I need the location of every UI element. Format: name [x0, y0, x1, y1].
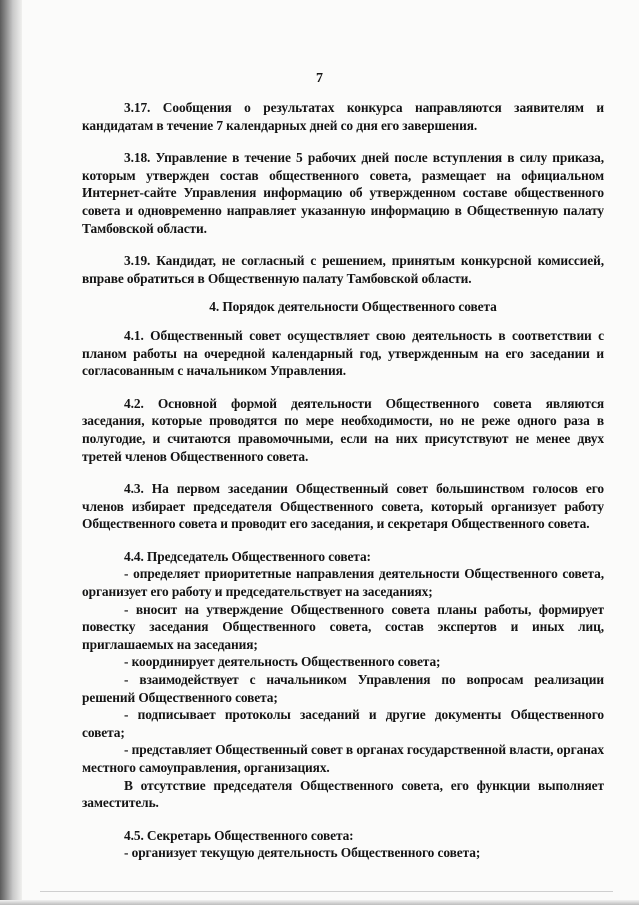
paragraph-3-17: 3.17. Сообщения о результатах конкурса направляются заявителям и кандидатам в течение 7 календарных дней со дня его завершения.	[82, 100, 604, 133]
list-item-4-4-4: - взаимодействует с начальником Управления по вопросам реализации решений Общественного совета;	[82, 672, 604, 705]
paragraph-4-4-title: 4.4. Председатель Общественного совета:	[124, 548, 371, 564]
paragraph-4-1: 4.1. Общественный совет осуществляет свою деятельность в соответствии с планом работы на очередной календарный год, утвержденным на его заседании и согласованным с начальником Управления.	[82, 327, 604, 379]
list-item-4-4-2: - вносит на утверждение Общественного совета планы работы, формирует повестку заседания Общественного совета, состав экспертов и иных лиц, приглашаемых на заседания;	[82, 601, 604, 652]
scan-shadow-left	[0, 0, 22, 905]
document-body	[82, 99, 604, 862]
paragraph-3-19: 3.19. Кандидат, не согласный с решением, принятым конкурсной комиссией, вправе обратиться в Общественную палату Тамбовской области.	[82, 253, 604, 286]
paragraph-4-5-title: 4.5. Секретарь Общественного совета:	[124, 827, 354, 843]
paragraph-4-3: 4.3. На первом заседании Общественный совет большинством голосов его членов избирает председателя Общественного совета, который организует работу Общественного совета и проводит его заседания, и секретаря Общественного совета.	[82, 481, 604, 532]
section-4-heading: 4. Порядок деятельности Общественного совета	[209, 299, 497, 315]
list-item-4-5-1: - организует текущую деятельность Общественного совета;	[124, 845, 481, 861]
scan-shadow-bottom	[0, 900, 639, 905]
list-item-4-4-deputy: В отсутствие председателя Общественного совета, его функции выполняет заместитель.	[82, 777, 604, 811]
paragraph-4-2: 4.2. Основной формой деятельности Общественного совета являются заседания, которые проводятся по мере необходимости, но не реже одного раза в полугодие, и считаются правомочными, если на них присутствуют не менее двух третей членов Общественного совета.	[82, 395, 604, 464]
page-number: 7	[316, 71, 323, 86]
paragraph-3-18: 3.18. Управление в течение 5 рабочих дней после вступления в силу приказа, которым утвержден состав общественного совета, размещает на официальном Интернет-сайте Управления информацию об утвержденном составе общественного совета и одновременно направляет указанную информацию в Общественную палату Тамбовской области.	[82, 150, 604, 236]
list-item-4-4-5: - подписывает протоколы заседаний и другие документы Общественного совета;	[82, 707, 604, 740]
list-item-4-4-3: - координирует деятельность Общественного совета;	[124, 654, 441, 670]
scan-bottom-line	[40, 891, 613, 892]
list-item-4-4-6: - представляет Общественный совет в органах государственной власти, органах местного самоуправления, организациях.	[82, 742, 604, 775]
list-item-4-4-1: - определяет приоритетные направления деятельности Общественного совета, организует его работу и председательствует на заседаниях;	[82, 566, 604, 600]
